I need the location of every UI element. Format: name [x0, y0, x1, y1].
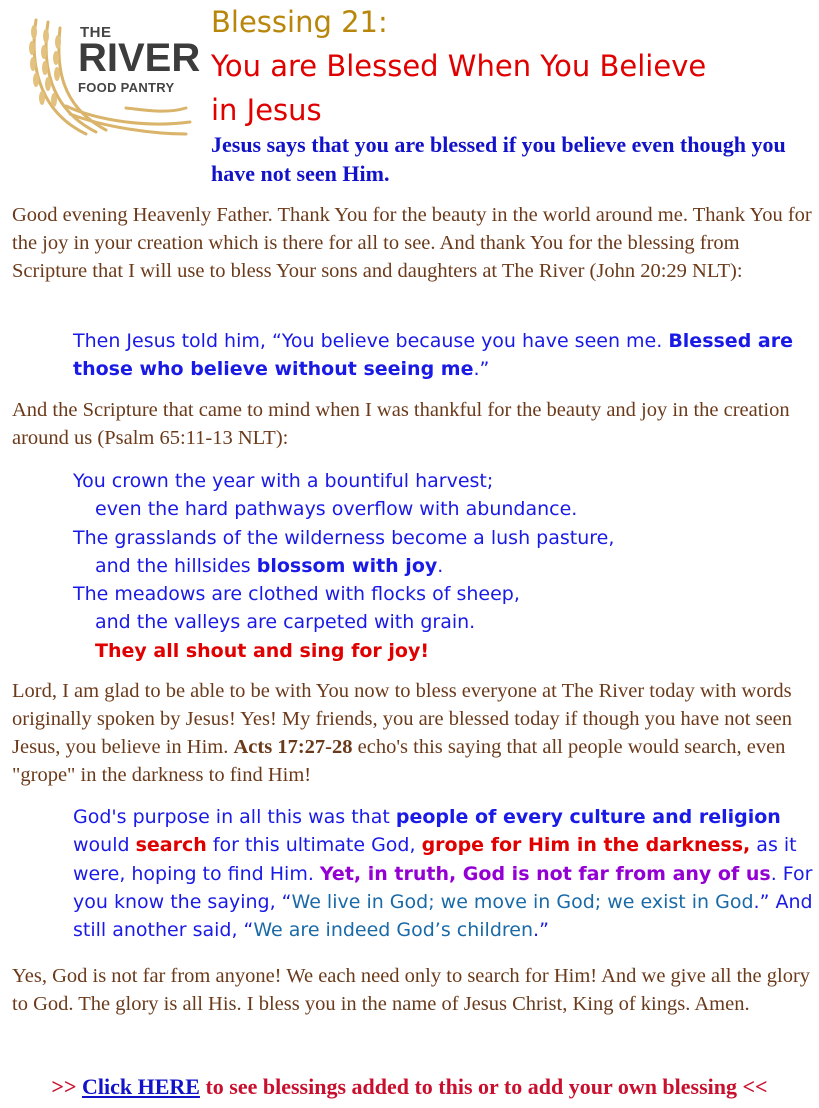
third-paragraph: [12, 677, 812, 789]
psalm-line: The meadows are clothed with flocks of sheep,: [73, 583, 520, 606]
john-quote-emphasis: Blessed are those who believe without seeing me: [73, 330, 793, 381]
logo-food-pantry-text: FOOD PANTRY: [78, 80, 175, 95]
john-scripture-quote: [73, 327, 813, 384]
page-title-number: Blessing 21:: [211, 5, 388, 39]
acts-scripture-quote: [73, 803, 813, 944]
page-title-line-1: You are Blessed When You Believe: [211, 49, 707, 83]
psalm-line-end: .: [437, 554, 444, 577]
psalm-scripture-quote: [73, 467, 813, 665]
acts-emphasis-grope: grope for Him in the darkness,: [421, 834, 751, 857]
acts-text: would: [73, 834, 136, 857]
psalm-line: even the hard pathways overflow with abundance.: [95, 498, 578, 521]
acts-text: God's purpose in all this was that: [73, 806, 396, 828]
acts-text: as it were, hoping to find Him.: [73, 834, 797, 885]
psalm-final-line: They all shout and sing for joy!: [95, 639, 429, 662]
footer-callout: [0, 1072, 819, 1102]
page-subtitle: Jesus says that you are blessed if you believe even though you have not seen Him.: [211, 132, 786, 186]
acts-text: for this ultimate God,: [206, 834, 422, 857]
header: [0, 0, 819, 195]
john-quote-end: .”: [473, 358, 490, 381]
psalm-line: [73, 552, 813, 580]
click-here-link[interactable]: Click HERE: [81, 1074, 200, 1099]
second-paragraph: And the Scripture that came to mind when I was thankful for the beauty and joy in the creation around us (Psalm 65:11-13 NLT):: [12, 399, 790, 449]
acts-emphasis-search: search: [135, 834, 207, 857]
psalm-line: The grasslands of the wilderness become a lush pasture,: [73, 526, 615, 549]
acts-emphasis-culture: people of every culture and religion: [395, 806, 781, 828]
footer-suffix: to see blessings added to this or to add your own blessing <<: [199, 1074, 768, 1099]
psalm-line: You crown the year with a bountiful harvest;: [73, 470, 494, 492]
acts-text: . For you know the saying, “: [73, 862, 813, 913]
third-paragraph-text: Lord, I am glad to be able to be with You now to bless everyone at The River today with words originally spoken by Jesus! Yes! My friends, you are blessed today if though you have not seen Jesus, you believe in Him.: [12, 680, 793, 758]
psalm-line: and the valleys are carpeted with grain.: [95, 611, 476, 634]
logo-river-text: RIVER: [78, 36, 201, 80]
third-paragraph-end: echo's this saying that all people would search, even "grope" in the darkness to find Him!: [12, 736, 786, 786]
john-quote-text: Then Jesus told him, “You believe because you have seen me.: [73, 330, 669, 352]
acts-text: .”: [533, 919, 549, 942]
footer-prefix: >>: [51, 1074, 82, 1099]
acts-emphasis-not-far: Yet, in truth, God is not far from any of us: [319, 862, 771, 885]
logo-the-text: THE: [80, 24, 112, 41]
acts-saying-children: We are indeed God’s children: [253, 919, 534, 942]
river-food-pantry-logo: [26, 10, 201, 140]
acts-saying-live: We live in God; we move in God; we exist in God: [291, 890, 754, 913]
intro-paragraph: Good evening Heavenly Father. Thank You for the beauty in the world around me. Thank You for the joy in your creation which is there for all to see. And thank You for the blessing from Scripture that I will use to bless Your sons and daughters at The River (John 20:29 NLT):: [12, 204, 812, 282]
acts-reference: Acts 17:27-28: [233, 736, 353, 758]
psalm-emphasis: blossom with joy: [256, 554, 438, 577]
page-title-line-2: in Jesus: [211, 93, 322, 127]
acts-text: .” And still another said, “: [73, 890, 813, 942]
psalm-line-text: and the hillsides: [95, 554, 257, 577]
closing-paragraph: Yes, God is not far from anyone! We each need only to search for Him! And we give all the glory to God. The glory is all His. I bless you in the name of Jesus Christ, King of kings. Amen.: [12, 965, 811, 1015]
